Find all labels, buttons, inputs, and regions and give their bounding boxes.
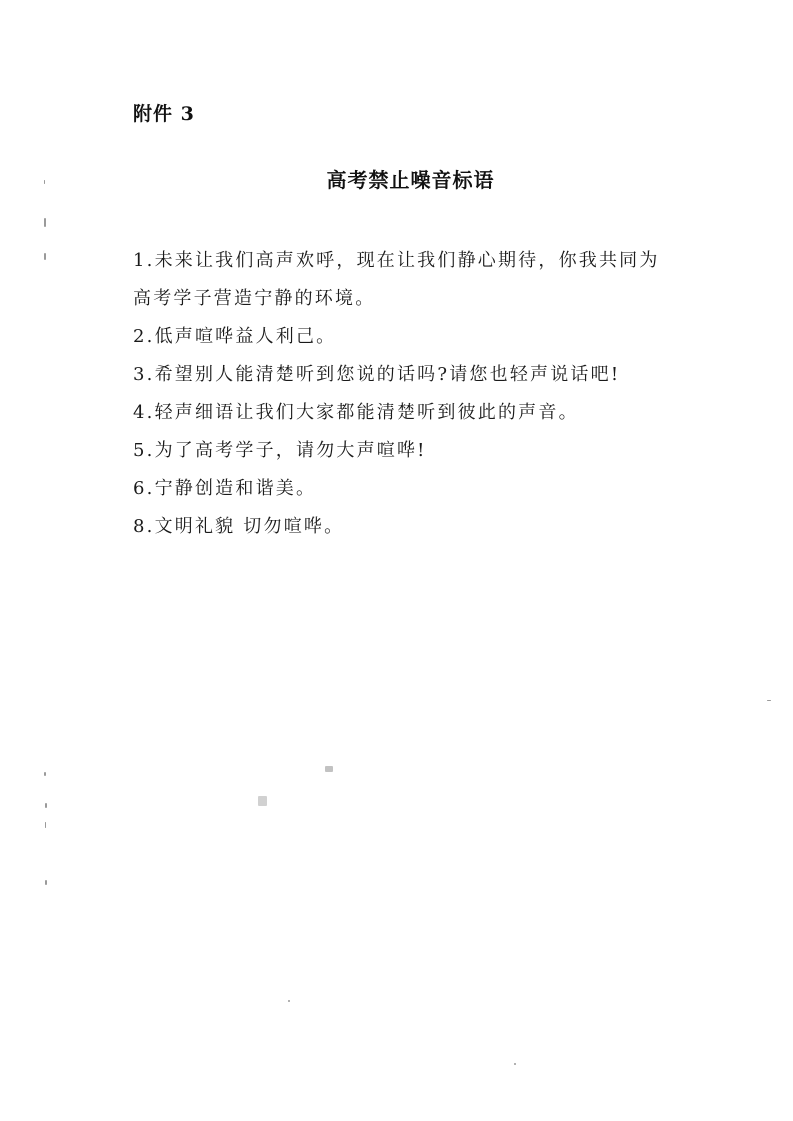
list-item xyxy=(133,320,693,354)
slogan-text: 4.轻声细语让我们大家都能清楚听到彼此的声音。 xyxy=(133,402,579,423)
scan-speck xyxy=(45,803,47,808)
scan-speck xyxy=(288,1000,290,1002)
list-item xyxy=(133,396,693,430)
slogan-text: 2.低声喧哗益人利己。 xyxy=(133,326,337,347)
scan-speck xyxy=(44,218,46,227)
list-item xyxy=(133,358,693,392)
scan-speck xyxy=(514,1063,516,1065)
list-item xyxy=(133,472,693,506)
list-item xyxy=(133,434,693,468)
list-item xyxy=(133,244,693,316)
list-item xyxy=(133,510,693,544)
slogan-text: 5.为了高考学子，请勿大声喧哗! xyxy=(133,440,427,461)
scan-speck xyxy=(258,796,267,806)
scan-speck xyxy=(325,766,333,772)
scan-speck xyxy=(44,253,46,260)
page-title: 高考禁止噪音标语 xyxy=(326,168,495,192)
scan-speck xyxy=(45,880,47,885)
slogan-list xyxy=(133,244,693,544)
scan-speck xyxy=(45,822,46,828)
slogan-text: 8.文明礼貌 切勿喧哗。 xyxy=(133,516,345,537)
scan-speck xyxy=(767,700,771,701)
slogan-text: 1.未来让我们高声欢呼，现在让我们静心期待，你我共同为 xyxy=(133,250,660,271)
slogan-text: 3.希望别人能清楚听到您说的话吗?请您也轻声说话吧! xyxy=(133,364,621,385)
slogan-text: 6.宁静创造和谐美。 xyxy=(133,478,317,499)
scan-speck xyxy=(44,772,46,776)
slogan-text-continued: 高考学子营造宁静的环境。 xyxy=(133,288,376,309)
attachment-label: 附件 3 xyxy=(133,103,195,125)
scan-speck xyxy=(44,180,45,184)
